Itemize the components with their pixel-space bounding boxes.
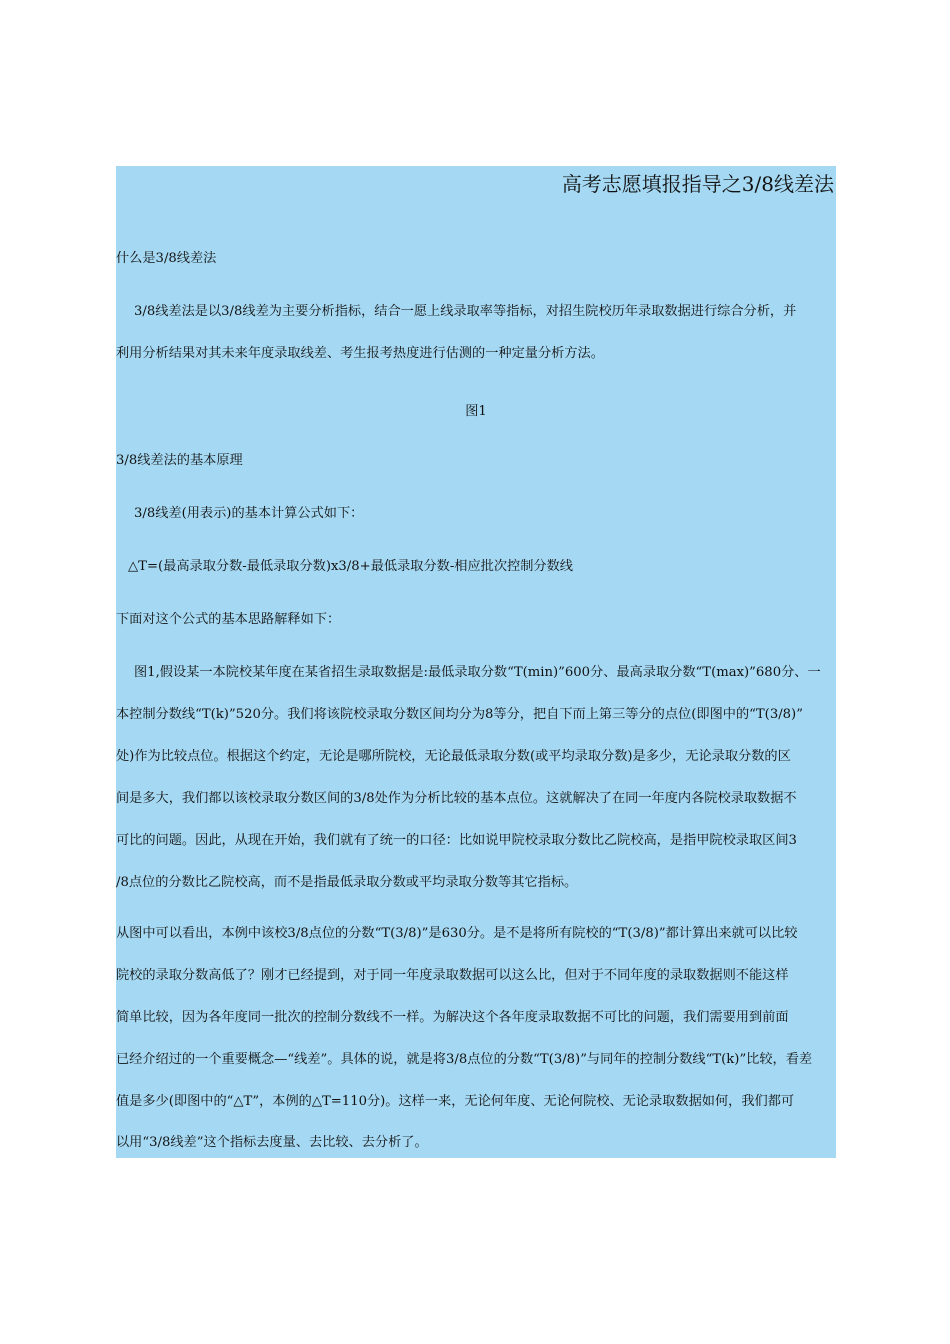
paragraph-line: 可比的问题。因此，从现在开始，我们就有了统一的口径：比如说甲院校录取分数比乙院校高，是指甲院校录取区间3 <box>116 833 797 848</box>
paragraph-line: 值是多少(即图中的“△T”，本例的△T=110分)。这样一来，无论何年度、无论何院校、无论录取数据如何，我们都可 <box>116 1094 795 1109</box>
paragraph-line: 已经介绍过的一个重要概念—“线差”。具体的说，就是将3/8点位的分数“T(3/8)”与同年的控制分数线“T(k)”比较，看差 <box>116 1052 813 1067</box>
formula: △T=(最高录取分数-最低录取分数)x3/8+最低录取分数-相应批次控制分数线 <box>128 559 573 574</box>
document-page <box>116 166 836 1158</box>
paragraph-line: /8点位的分数比乙院校高，而不是指最低录取分数或平均录取分数等其它指标。 <box>116 875 578 890</box>
paragraph-line: 图1,假设某一本院校某年度在某省招生录取数据是:最低录取分数“T(min)”600分、最高录取分数“T(max)”680分、一 <box>134 665 821 680</box>
paragraph-line: 院校的录取分数高低了？刚才已经提到，对于同一年度录取数据可以这么比，但对于不同年度的录取数据则不能这样 <box>116 968 789 983</box>
paragraph-line: 简单比较，因为各年度同一批次的控制分数线不一样。为解决这个各年度录取数据不可比的问题，我们需要用到前面 <box>116 1010 789 1025</box>
paragraph-line: 间是多大，我们都以该校录取分数区间的3/8处作为分析比较的基本点位。这就解决了在同一年度内各院校录取数据不 <box>116 791 797 806</box>
figure-caption: 图1 <box>465 404 487 419</box>
paragraph-line: 以用“3/8线差”这个指标去度量、去比较、去分析了。 <box>116 1135 428 1150</box>
page-title: 高考志愿填报指导之3/8线差法 <box>561 172 834 196</box>
paragraph-line: 下面对这个公式的基本思路解释如下： <box>116 612 341 627</box>
paragraph-line: 本控制分数线“T(k)”520分。我们将该院校录取分数区间均分为8等分，把自下而上第三等分的点位(即图中的“T(3/8)” <box>116 707 803 722</box>
section-heading-principle: 3/8线差法的基本原理 <box>116 453 243 468</box>
paragraph-line: 3/8线差法是以3/8线差为主要分析指标，结合一愿上线录取率等指标，对招生院校历年录取数据进行综合分析，并 <box>134 304 797 319</box>
paragraph-line: 利用分析结果对其未来年度录取线差、考生报考热度进行估测的一种定量分析方法。 <box>116 346 604 361</box>
paragraph-line: 从图中可以看出，本例中该校3/8点位的分数“T(3/8)”是630分。是不是将所有院校的“T(3/8)”都计算出来就可以比较 <box>116 926 798 941</box>
paragraph-line: 处)作为比较点位。根据这个约定，无论是哪所院校，无论最低录取分数(或平均录取分数)是多少，无论录取分数的区 <box>116 749 791 764</box>
section-heading-what-is: 什么是3/8线差法 <box>116 251 217 266</box>
paragraph-line: 3/8线差(用表示)的基本计算公式如下： <box>134 506 364 521</box>
